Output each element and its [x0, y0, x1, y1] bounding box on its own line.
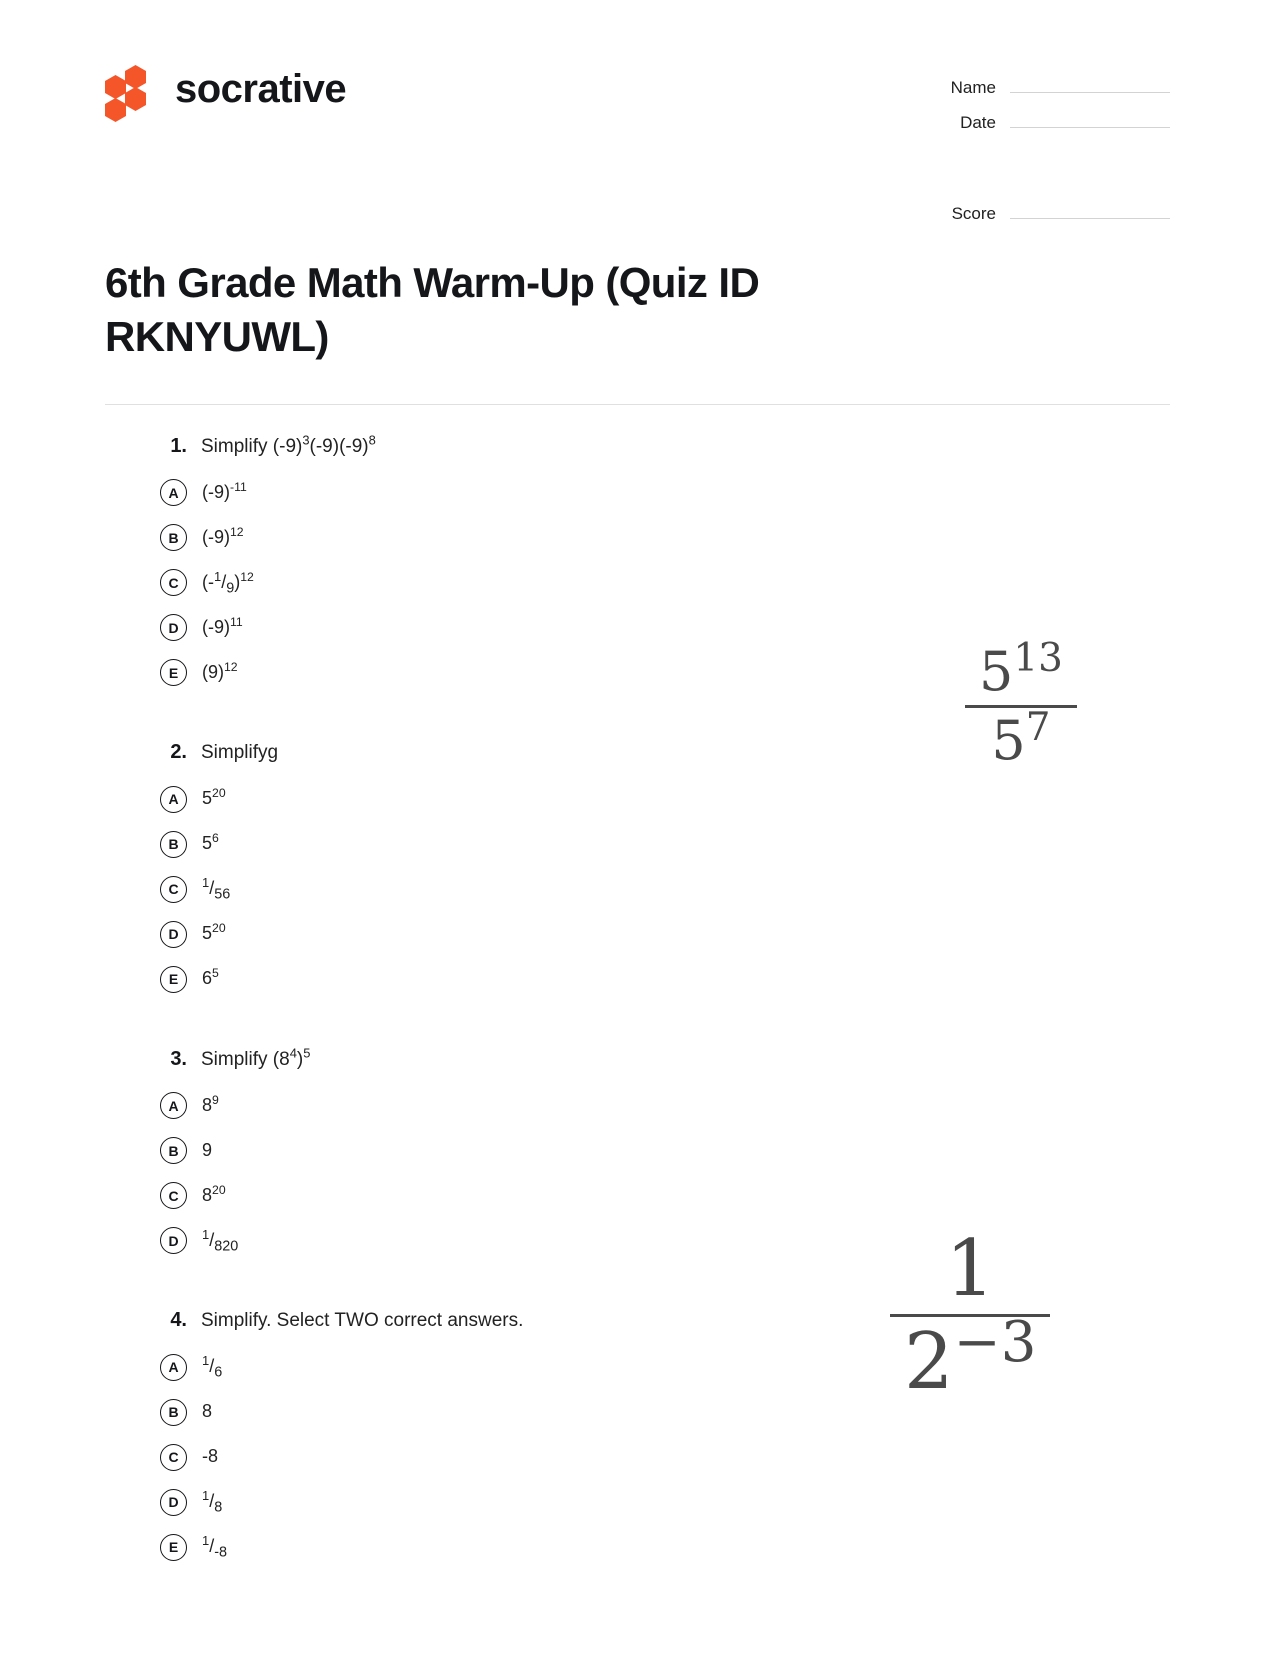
date-input-line[interactable] [1010, 112, 1170, 128]
q3-prompt-part-b: ) [296, 1048, 304, 1070]
choice-bubble-e[interactable]: E [160, 966, 187, 993]
choice-bubble-a[interactable]: A [160, 1092, 187, 1119]
choice-a-base: 5 [202, 788, 213, 809]
choice-d-denominator: 8 [214, 1238, 223, 1255]
choice-b-exp: 6 [212, 831, 219, 846]
question-2-choice-c[interactable] [160, 867, 1170, 912]
score-input-line[interactable] [1010, 203, 1170, 219]
choice-d-text [202, 1226, 239, 1255]
choice-b-text: 9 [202, 1139, 213, 1160]
choice-d-exp: 20 [212, 921, 226, 936]
choice-a-exp: 9 [212, 1092, 219, 1107]
choice-d-numerator: 1 [202, 1488, 210, 1504]
question-2-math-image [965, 636, 1077, 772]
student-meta-fields [920, 55, 1170, 238]
choice-bubble-d[interactable]: D [160, 614, 187, 641]
date-label: Date [960, 113, 996, 132]
choice-c-close: ) [234, 571, 241, 592]
question-2-choice-b[interactable] [160, 822, 1170, 867]
choice-b-text [202, 524, 244, 549]
question-4-choice-c[interactable] [160, 1435, 1170, 1480]
choice-d-slash: / [209, 1229, 215, 1250]
fraction-denominator [965, 705, 1077, 772]
denominator-base: 2 [904, 1317, 954, 1407]
choice-c-text [202, 568, 254, 597]
choice-c-numerator: 1 [214, 568, 222, 584]
choice-bubble-c[interactable]: C [160, 1182, 187, 1209]
choice-e-text [202, 1533, 228, 1561]
fraction-1-over-2-neg-3 [890, 1224, 1050, 1407]
question-3-choice-b[interactable] [160, 1128, 1170, 1173]
choice-c-text [202, 875, 231, 903]
fraction-denominator [890, 1310, 1050, 1407]
choice-d-text [202, 1488, 223, 1516]
choice-b-text [202, 833, 219, 855]
choice-bubble-e[interactable]: E [160, 659, 187, 686]
choice-a-text [202, 1353, 223, 1381]
choice-d-text [202, 923, 226, 945]
question-3-choice-a[interactable] [160, 1083, 1170, 1128]
question-1-prompt [201, 433, 376, 461]
fraction-numerator: 1 [945, 1224, 996, 1314]
question-2-prompt: Simplifyg [201, 742, 279, 764]
choice-bubble-e[interactable]: E [160, 1534, 187, 1561]
choice-d-base: 5 [202, 923, 213, 944]
question-4-choice-e[interactable] [160, 1525, 1170, 1570]
q1-prompt-exp-1: 3 [302, 432, 310, 448]
question-2-number: 2. [170, 741, 187, 764]
choice-d-exp: 11 [230, 614, 243, 629]
choice-bubble-d[interactable]: D [160, 1489, 187, 1516]
choice-bubble-c[interactable]: C [160, 569, 187, 596]
choice-a-base: (-9) [202, 481, 230, 502]
numerator-base: 5 [979, 640, 1014, 703]
question-3-prompt [201, 1046, 310, 1074]
choice-a-base: 8 [202, 1094, 213, 1115]
choice-bubble-a[interactable]: A [160, 1354, 187, 1381]
choice-c-numerator: 1 [202, 875, 210, 891]
page-title: 6th Grade Math Warm-Up (Quiz ID RKNYUWL) [105, 259, 760, 360]
choice-c-base: 8 [202, 1184, 213, 1205]
choice-b-text: 8 [202, 1401, 213, 1422]
choice-d-numerator: 1 [202, 1226, 210, 1242]
choice-a-text [202, 479, 247, 504]
brand-logo [105, 65, 346, 113]
page-header [0, 0, 1275, 238]
denominator-base: 5 [991, 709, 1026, 772]
choice-a-text [202, 1092, 219, 1117]
choice-c-exp: 12 [240, 569, 254, 584]
choice-d-denominator: 8 [214, 1499, 223, 1516]
choice-bubble-c[interactable]: C [160, 1444, 187, 1471]
denominator-exponent: 7 [1025, 705, 1051, 750]
question-2-choices [160, 777, 1170, 1002]
question-2-choice-d[interactable] [160, 912, 1170, 957]
name-label: Name [950, 78, 996, 97]
choice-bubble-d[interactable]: D [160, 1227, 187, 1254]
choice-bubble-c[interactable]: C [160, 876, 187, 903]
choice-c-denominator-exp: 6 [222, 886, 231, 903]
question-4-choice-d[interactable] [160, 1480, 1170, 1525]
denominator-exponent: −3 [953, 1310, 1037, 1375]
choice-d-denominator-exp: 20 [222, 1238, 239, 1255]
name-input-line[interactable] [1010, 77, 1170, 93]
choice-a-exp: -11 [230, 479, 247, 494]
question-3-choice-c[interactable] [160, 1173, 1170, 1218]
question-4-number: 4. [170, 1309, 187, 1332]
date-field-row [920, 112, 1170, 133]
choice-c-slash: / [221, 571, 227, 592]
choice-bubble-b[interactable]: B [160, 1399, 187, 1426]
score-field-row [920, 203, 1170, 224]
choice-e-text [202, 968, 219, 990]
choice-c-text: -8 [202, 1446, 219, 1467]
choice-bubble-a[interactable]: A [160, 786, 187, 813]
choice-c-denominator: 9 [226, 580, 235, 597]
question-1-number: 1. [170, 434, 187, 457]
choice-bubble-a[interactable]: A [160, 479, 187, 506]
choice-e-exp: 12 [224, 659, 238, 674]
choice-b-base: (-9) [202, 526, 230, 547]
choice-c-slash: / [209, 878, 215, 899]
question-1-choice-c[interactable] [160, 560, 1170, 605]
choice-c-denominator: 5 [214, 886, 223, 903]
title-block [0, 238, 1275, 364]
question-2-choice-e[interactable] [160, 957, 1170, 1002]
choice-d-text [202, 614, 243, 639]
socrative-hexagon-icon [105, 65, 157, 113]
question-4-prompt: Simplify. Select TWO correct answers. [201, 1310, 524, 1332]
q3-prompt-exp-1: 4 [289, 1045, 297, 1061]
choice-e-exp: 5 [212, 966, 219, 981]
choice-bubble-b[interactable]: B [160, 524, 187, 551]
choice-a-numerator: 1 [202, 1353, 210, 1369]
score-label: Score [951, 204, 996, 223]
choice-a-text [202, 788, 226, 810]
question-3-number: 3. [170, 1047, 187, 1070]
question-2 [105, 739, 1170, 1002]
q3-prompt-exp-2: 5 [303, 1045, 311, 1061]
question-4-math-image [890, 1224, 1050, 1407]
choice-e-numerator: 1 [202, 1533, 210, 1549]
question-3-head [165, 1046, 1170, 1074]
choice-d-base: (-9) [202, 616, 230, 637]
choice-a-denominator: 6 [214, 1364, 223, 1381]
choice-c-open: (- [202, 571, 214, 592]
name-field-row [920, 77, 1170, 98]
choice-bubble-b[interactable]: B [160, 1137, 187, 1164]
choice-a-slash: / [209, 1356, 215, 1377]
question-1-choice-a[interactable] [160, 470, 1170, 515]
choice-b-exp: 12 [230, 524, 244, 539]
brand-name: socrative [175, 67, 347, 111]
q1-prompt-exp-2: 8 [368, 432, 376, 448]
q1-prompt-part-b: (-9)(-9) [309, 435, 369, 457]
choice-bubble-d[interactable]: D [160, 921, 187, 948]
choice-c-text [202, 1182, 226, 1207]
choice-a-exp: 20 [212, 786, 226, 801]
choice-e-base: 6 [202, 968, 213, 989]
choice-d-slash: / [209, 1491, 215, 1512]
question-2-choice-a[interactable] [160, 777, 1170, 822]
questions-list [0, 405, 1275, 1570]
fraction-numerator [965, 636, 1077, 705]
choice-b-base: 5 [202, 833, 213, 854]
choice-e-text [202, 659, 238, 684]
q1-prompt-part-a: Simplify (-9) [201, 435, 303, 457]
choice-e-base: (9) [202, 661, 224, 682]
numerator-exponent: 13 [1013, 636, 1063, 681]
q3-prompt-part-a: Simplify (8 [201, 1048, 290, 1070]
choice-e-slash: / [209, 1536, 215, 1557]
question-1-choice-b[interactable] [160, 515, 1170, 560]
choice-e-denominator: -8 [214, 1544, 228, 1561]
fraction-5-13-over-5-7 [965, 636, 1077, 772]
question-1-head [165, 433, 1170, 461]
choice-bubble-b[interactable]: B [160, 831, 187, 858]
choice-c-exp: 20 [212, 1182, 226, 1197]
